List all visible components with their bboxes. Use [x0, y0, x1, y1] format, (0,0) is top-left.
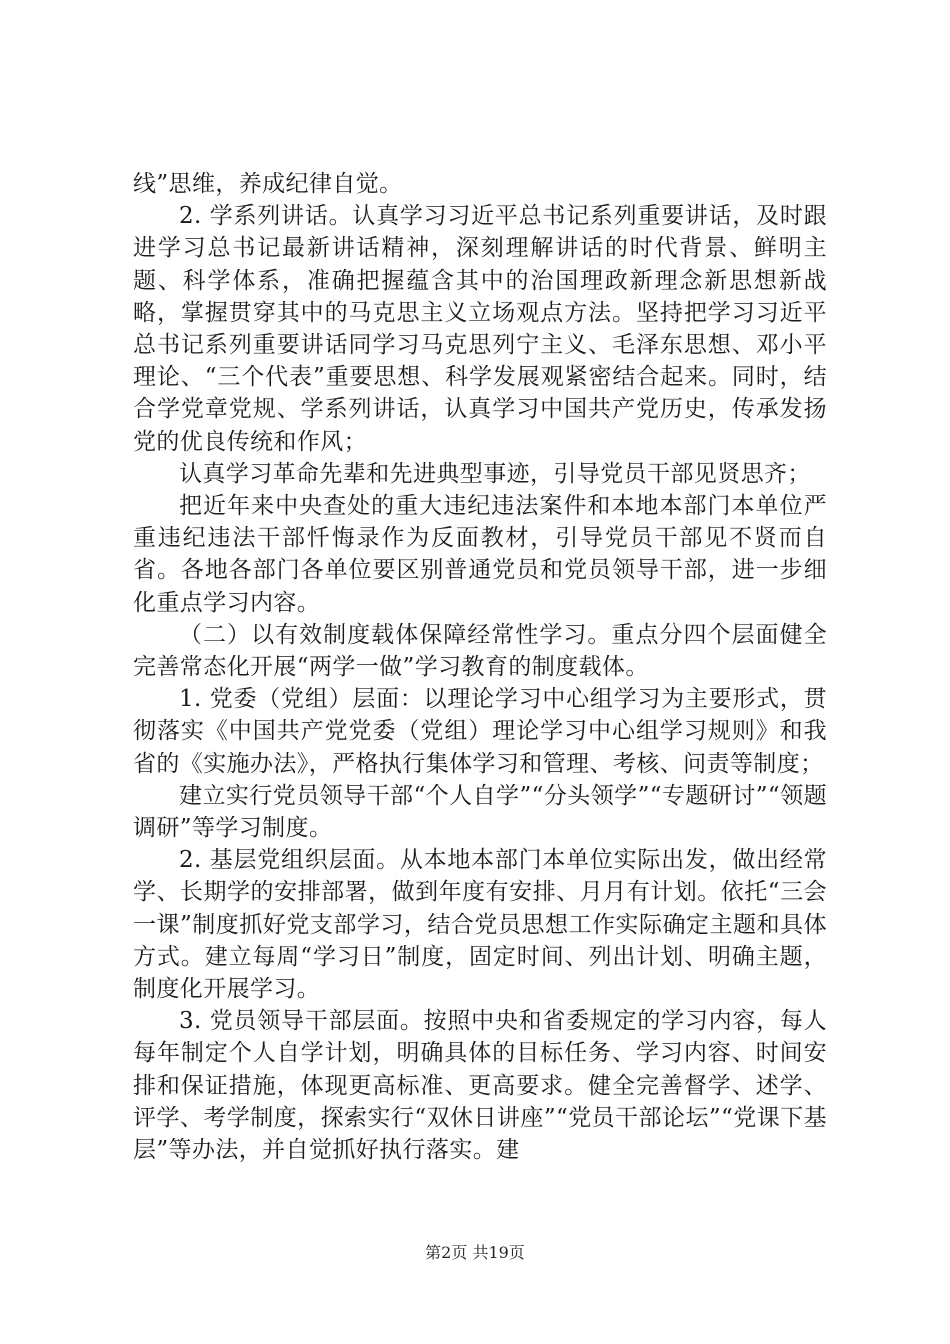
paragraph-leading-cadres-level: 3. 党员领导干部层面。按照中央和省委规定的学习内容，每人每年制定个人自学计划，明确具体的目标任务、学习内容、时间安排和保证措施，体现更高标准、更高要求。健全完善督学、述学、评学、考学制度，探索实行“双休日讲座”“党员干部论坛”“党课下基层”等办法，并自觉抓好执行落实。建: [133, 1008, 827, 1164]
paragraph-grassroots-level: 2. 基层党组织层面。从本地本部门本单位实际出发，做出经常学、长期学的安排部署，做到年度有安排、月月有计划。依托“三会一课”制度抓好党支部学习，结合党员思想工作实际确定主题和具体方式。建立每周“学习日”制度，固定时间、列出计划、明确主题，制度化开展学习。: [133, 847, 827, 1003]
paragraph-section-two-heading: （二）以有效制度载体保障经常性学习。重点分四个层面健全完善常态化开展“两学一做”学习教育的制度载体。: [133, 621, 827, 681]
paragraph-continuation: 线”思维，养成纪律自觉。: [133, 171, 403, 197]
page-number-footer: 第2页 共19页: [425, 1243, 525, 1262]
paragraph-revolutionary-examples: 认真学习革命先辈和先进典型事迹，引导党员干部见贤思齐；: [179, 460, 811, 487]
paragraph-study-speeches: 2. 学系列讲话。认真学习习近平总书记系列重要讲话，及时跟进学习总书记最新讲话精神，深刻理解讲话的时代背景、鲜明主题、科学体系，准确把握蕴含其中的治国理政新理念新思想新战略，掌握贯穿其中的马克思主义立场观点方法。坚持把学习习近平总书记系列重要讲话同学习马克思列宁主义、毛泽东思想、邓小平理论、“三个代表”重要思想、科学发展观紧密结合起来。同时，结合学党章党规、学系列讲话，认真学习中国共产党历史，传承发扬党的优良传统和作风；: [133, 203, 827, 455]
paragraph-leader-study-system: 建立实行党员领导干部“个人自学”“分头领学”“专题研讨”“领题调研”等学习制度。: [133, 782, 827, 842]
paragraph-party-committee-level: 1. 党委（党组）层面：以理论学习中心组学习为主要形式，贯彻落实《中国共产党党委（党组）理论学习中心组学习规则》和我省的《实施办法》，严格执行集体学习和管理、考核、问责等制度；: [133, 686, 827, 777]
paragraph-negative-examples: 把近年来中央查处的重大违纪违法案件和本地本部门本单位严重违纪违法干部忏悔录作为反面教材，引导党员干部见不贤而自省。各地各部门各单位要区别普通党员和党员领导干部，进一步细化重点学习内容。: [133, 493, 827, 616]
document-body: [133, 168, 827, 1166]
